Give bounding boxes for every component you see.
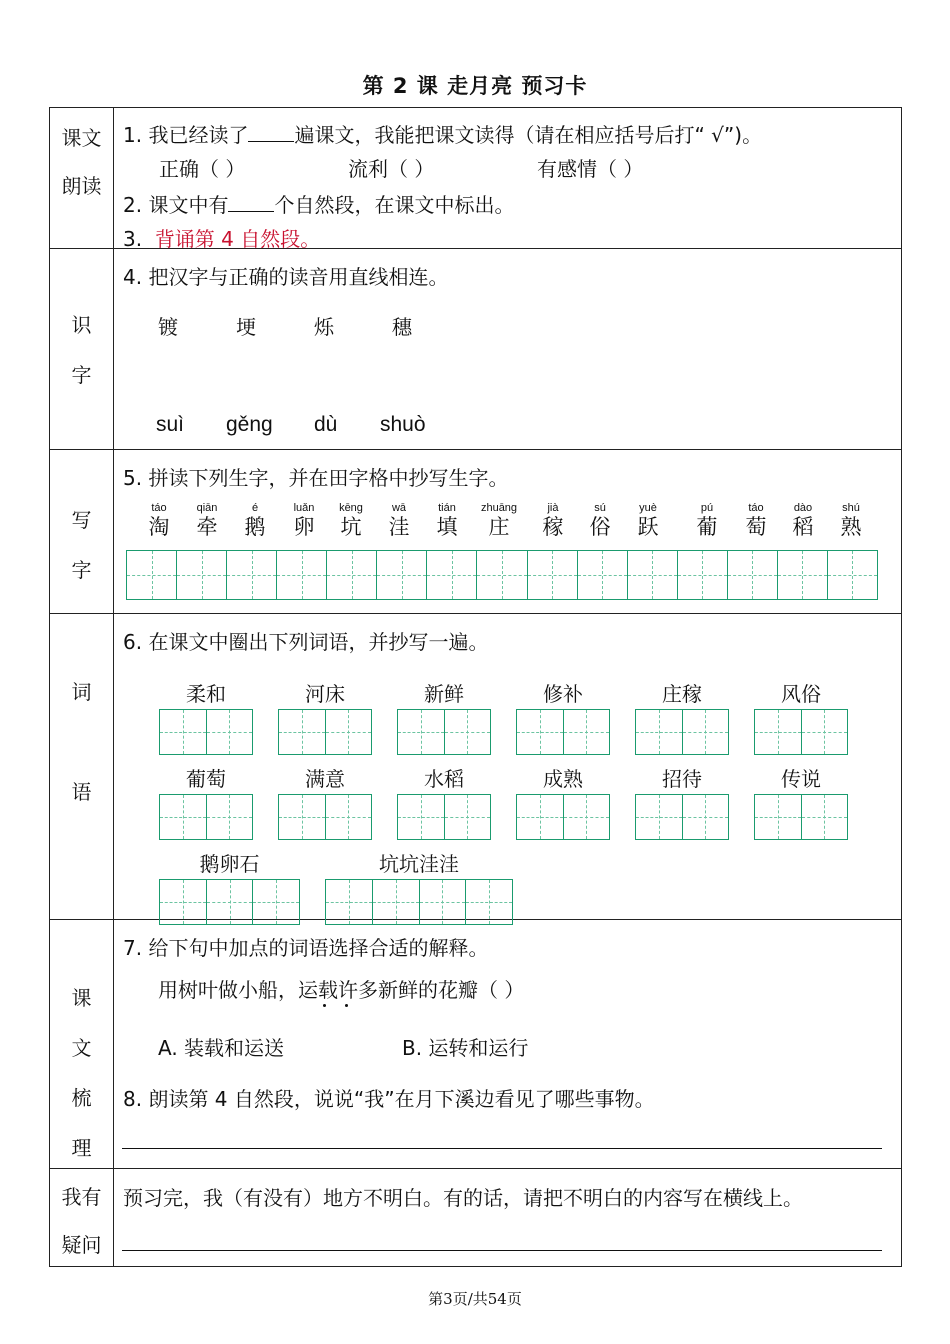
character-glyph: 稻 [792,515,814,539]
question-1 [123,119,762,148]
writing-content-cell [114,450,902,614]
vocab-copy-grid[interactable] [159,879,300,925]
character-pinyin: táo [748,502,764,514]
words-row [50,614,902,920]
questions-row [50,1169,902,1267]
vocab-copy-grid[interactable] [397,794,491,840]
new-character [376,501,422,539]
character-pinyin: é [251,502,259,514]
character-pinyin: kēng [339,502,363,514]
recite-instruction: 背诵第 4 自然段。 [154,227,321,251]
new-character [281,501,327,539]
vocab-copy-grid[interactable] [635,794,729,840]
answer-line[interactable] [122,1148,882,1149]
character-glyph: 洼 [388,515,410,539]
question-3-number: 3. [123,227,143,251]
vocab-word: 新鲜 [424,682,464,706]
question-2-part-b: 个自然段，在课文中标出。 [274,193,515,217]
vocab-word: 鹅卵石 [199,852,260,876]
character-pinyin: luǎn [293,502,315,514]
questions-label-cell [50,1169,114,1267]
example-sentence: 用树叶做小船，运载许多新鲜的花瓣（ ） [158,978,525,1002]
character-glyph: 坑 [340,515,362,539]
character-pinyin: qiān [196,502,218,514]
new-character [530,501,576,539]
character-glyph: 稼 [542,515,564,539]
vocab-word: 满意 [305,767,345,791]
option-fluent[interactable]: 流利（ ） [348,157,435,181]
character-glyph: 卵 [293,515,315,539]
literacy-row [50,249,902,450]
new-character [733,501,779,539]
words-label-2: 语 [71,780,92,804]
times-read-blank[interactable] [248,123,294,142]
option-b[interactable]: B. 运转和运行 [402,1036,529,1060]
character-glyph: 填 [436,515,458,539]
paragraph-count-blank[interactable] [228,193,274,212]
option-correct[interactable]: 正确（ ） [159,157,246,181]
character-pinyin: sú [594,502,606,514]
words-label-1: 词 [71,680,92,704]
new-character [136,501,182,539]
writing-label-cell [50,450,114,614]
comprehension-label-1: 课 [71,986,92,1010]
character-glyph: 葡 [696,515,718,539]
preview-card-table [49,107,902,1267]
vocab-word: 修补 [543,682,583,706]
page-number: 第3页/共54页 [428,1290,522,1308]
vocab-copy-grid[interactable] [754,709,848,755]
reading-label-cell [50,108,114,249]
writing-label-2: 字 [71,558,92,582]
character-glyph: 牵 [196,515,218,539]
vocab-word: 水稻 [424,767,464,791]
question-1-part-b: 遍课文，我能把课文读得（请在相应括号后打“ √”)。 [294,123,763,147]
vocab-word: 成熟 [543,767,583,791]
character-pinyin: táo [151,502,167,514]
vocab-copy-grid[interactable] [278,709,372,755]
character-glyph: 俗 [589,515,611,539]
character-glyph: 萄 [745,515,767,539]
match-pinyin[interactable]: dù [314,413,338,436]
match-char[interactable]: 埂 [236,315,256,339]
questions-content-cell [114,1169,902,1267]
match-pinyin[interactable]: shuò [380,413,426,436]
character-pinyin: pú [700,502,714,514]
character-glyph: 庄 [488,515,510,539]
reading-row [50,108,902,249]
new-character [476,501,522,539]
character-glyph: 鹅 [244,515,266,539]
character-pinyin: dào [793,502,813,514]
question-7: 7. 给下句中加点的词语选择合适的解释。 [123,936,489,960]
question-5: 5. 拼读下列生字，并在田字格中抄写生字。 [123,466,509,490]
question-2 [123,189,514,218]
vocab-copy-grid[interactable] [516,709,610,755]
vocab-copy-grid[interactable] [516,794,610,840]
copy-writing-grid[interactable] [126,550,878,600]
character-glyph: 淘 [148,515,170,539]
new-character [828,501,874,539]
new-character [424,501,470,539]
character-pinyin: wā [391,502,407,514]
comprehension-label-4: 理 [71,1136,92,1160]
comprehension-content-cell [114,920,902,1169]
literacy-label-1: 识 [71,313,92,337]
reading-label-2: 朗读 [61,174,102,198]
character-pinyin: shú [842,502,860,514]
vocab-word: 柔和 [186,682,226,706]
character-pinyin: zhuāng [480,502,518,514]
character-pinyin: jià [547,502,559,514]
new-character [577,501,623,539]
new-character [780,501,826,539]
match-pinyin[interactable]: suì [156,413,185,436]
option-a[interactable]: A. 装载和运送 [158,1036,285,1060]
emphasis-dot [345,1004,348,1007]
question-1-part-a: 1. 我已经读了 [123,123,249,147]
new-character [328,501,374,539]
vocab-word: 招待 [662,767,702,791]
new-character [232,501,278,539]
question-4: 4. 把汉字与正确的读音用直线相连。 [123,265,449,289]
questions-prompt: 预习完，我（有没有）地方不明白。有的话，请把不明白的内容写在横线上。 [123,1186,803,1210]
question-6: 6. 在课文中圈出下列词语，并抄写一遍。 [123,630,489,654]
match-char[interactable]: 穗 [392,315,412,339]
vocab-word: 坑坑洼洼 [379,852,459,876]
writing-label-1: 写 [71,508,92,532]
new-character [684,501,730,539]
questions-label-1: 我有 [61,1185,102,1209]
writing-row [50,450,902,614]
option-emotion[interactable]: 有感情（ ） [537,157,644,181]
questions-label-2: 疑问 [61,1233,102,1257]
character-glyph: 跃 [637,515,659,539]
vocab-copy-grid[interactable] [278,794,372,840]
vocab-copy-grid[interactable] [325,879,513,925]
literacy-content-cell [114,249,902,450]
match-pinyin[interactable]: gěng [226,413,273,436]
character-glyph: 熟 [840,515,862,539]
reading-label-1: 课文 [61,126,102,150]
question-2-part-a: 2. 课文中有 [123,193,229,217]
character-pinyin: tián [438,502,456,514]
character-pinyin: yuè [639,502,657,514]
vocab-copy-grid[interactable] [397,709,491,755]
literacy-label-2: 字 [71,363,92,387]
vocab-word: 风俗 [781,682,821,706]
vocab-copy-grid[interactable] [159,794,253,840]
vocab-word: 庄稼 [662,682,702,706]
vocab-copy-grid[interactable] [635,709,729,755]
comprehension-row [50,920,902,1169]
question-8: 8. 朗读第 4 自然段，说说“我”在月下溪边看见了哪些事物。 [123,1087,655,1111]
new-character [625,501,671,539]
vocab-word: 葡萄 [186,767,226,791]
comprehension-label-3: 梳 [71,1086,92,1110]
words-label-cell [50,614,114,920]
comprehension-label-cell [50,920,114,1169]
doubt-answer-line[interactable] [122,1250,882,1251]
page-title: 第 2 课 走月亮 预习卡 [362,74,588,98]
emphasis-dot [323,1004,326,1007]
vocab-copy-grid[interactable] [159,709,253,755]
vocab-word: 传说 [781,767,821,791]
vocab-copy-grid[interactable] [754,794,848,840]
new-character [184,501,230,539]
reading-content-cell [114,108,902,249]
vocab-word: 河床 [305,682,345,706]
match-char[interactable]: 镀 [158,315,178,339]
comprehension-label-2: 文 [71,1036,92,1060]
words-content-cell [114,614,902,920]
literacy-label-cell [50,249,114,450]
match-char[interactable]: 烁 [314,315,334,339]
